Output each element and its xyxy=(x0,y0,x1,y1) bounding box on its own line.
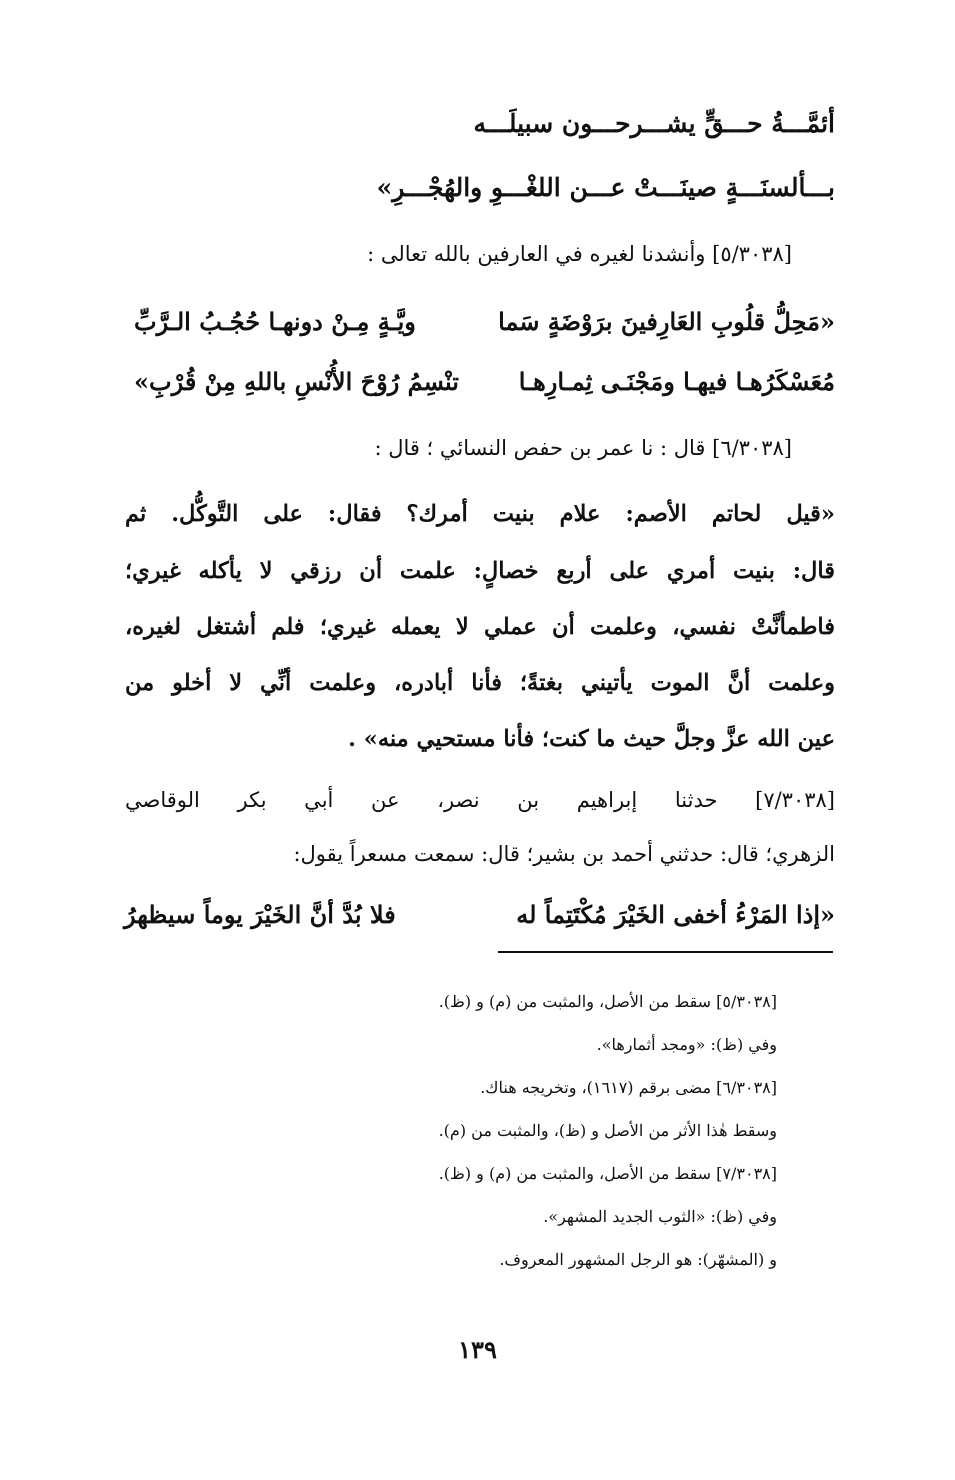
poem-line-2: بـــألسنَـــةٍ صينَـــتْ عـــن اللغْـــوِ والهُجْـــرِ» xyxy=(376,173,835,202)
entry-5-verse-1-second: ويَّـةٍ مِـنْ دونهـا حُجُـبُ الـرَّبِّ xyxy=(134,307,416,336)
entry-5-verse-2-second: تنْسِمُ رُوْحَ الأُنْسِ باللهِ مِنْ قُرْبِ» xyxy=(134,367,459,396)
entry-6-body-line-1: «قيل لحاتم الأصم: علام بنيت أمرك؟ فقال: على التَّوكُّل. ثم xyxy=(125,501,835,527)
footnote-7: و (المشهّر): هو الرجل المشهور المعروف. xyxy=(499,1250,777,1269)
footnote-6: وفي (ظ): «الثوب الجديد المشهر». xyxy=(543,1207,777,1226)
entry-6-body-line-4: وعلمت أنَّ الموت يأتيني بغتةً؛ فأنا أبادره، وعلمت أنِّي لا أخلو من xyxy=(125,670,835,696)
entry-6-heading: [٦/٣٠٣٨] قال : نا عمر بن حفص النسائي ؛ قال : xyxy=(374,436,792,460)
entry-6-body-line-5: عين الله عزَّ وجلَّ حيث ما كنت؛ فأنا مستحيي منه» . xyxy=(348,726,835,752)
entry-7-verse-first: «إذا المَرْءُ أخفى الخَيْرَ مُكْتَتِماً له xyxy=(516,900,835,929)
page-number: ١٣٩ xyxy=(458,1335,497,1364)
footnote-2: وفي (ظ): «ومجد أثمارها». xyxy=(596,1035,777,1054)
entry-7-heading-line-1: [٧/٣٠٣٨] حدثنا إبراهيم بن نصر، عن أبي بكر الوقاصي xyxy=(125,788,835,812)
footnote-1: [٥/٣٠٣٨] سقط من الأصل، والمثبت من (م) و (ظ). xyxy=(438,992,777,1011)
footnote-separator xyxy=(498,951,833,953)
entry-5-verse-1-first: «مَحِلُّ قلُوبِ العَارِفينَ برَوْضَةٍ سَما xyxy=(498,307,835,336)
footnote-3: [٦/٣٠٣٨] مضى برقم (١٦١٧)، وتخريجه هناك. xyxy=(480,1078,777,1097)
footnote-5: [٧/٣٠٣٨] سقط من الأصل، والمثبت من (م) و (ظ). xyxy=(438,1164,777,1183)
entry-5-heading: [٥/٣٠٣٨] وأنشدنا لغيره في العارفين بالله تعالى : xyxy=(367,242,792,266)
entry-6-body-line-2: قال: بنيت أمري على أربع خصالٍ: علمت أن رزقي لا يأكله غيري؛ xyxy=(125,558,835,584)
poem-line-1: أئمَّـــةُ حـــقٍّ يشـــرحـــون سبيلَـــه xyxy=(473,109,835,138)
entry-6-body-line-3: فاطمأنَّتْ نفسي، وعلمت أن عملي لا يعمله غيري؛ فلم أشتغل لغيره، xyxy=(125,614,835,640)
entry-7-verse-second: فلا بُدَّ أنَّ الخَيْرَ يوماً سيظهرُ xyxy=(124,900,396,929)
footnote-4: وسقط هٰذا الأثر من الأصل و (ظ)، والمثبت من (م). xyxy=(438,1121,777,1140)
entry-5-verse-2-first: مُعَسْكَرُهـا فيهـا ومَجْنَـى ثِمـارِهـا xyxy=(518,367,835,396)
entry-7-heading-line-2: الزهري؛ قال: حدثني أحمد بن بشير؛ قال: سمعت مسعراً يقول: xyxy=(293,842,835,866)
